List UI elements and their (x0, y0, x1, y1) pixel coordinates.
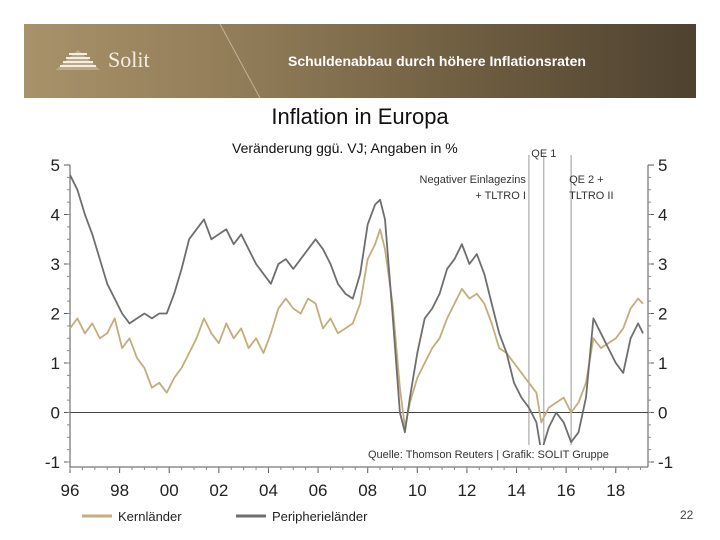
policy-event-label: + TLTRO I (475, 190, 526, 202)
y-tick-label-left: 4 (50, 205, 60, 225)
y-tick-label-right: 1 (658, 354, 668, 373)
y-tick-label-left: 2 (50, 304, 60, 324)
source-note: Quelle: Thomson Reuters | Grafik: SOLIT Gruppe (368, 449, 609, 461)
x-tick-label: 06 (308, 481, 328, 500)
y-tick-label-right: -1 (658, 453, 674, 472)
brand-name: Solit (108, 47, 150, 72)
page-number: 22 (680, 508, 694, 522)
x-tick-label: 98 (110, 481, 130, 500)
x-tick-label: 14 (507, 481, 526, 500)
x-tick-label: 08 (358, 481, 378, 500)
y-tick-label-right: 2 (658, 304, 668, 324)
legend-label: Kernländer (118, 509, 182, 524)
x-tick-label: 04 (258, 481, 278, 500)
y-tick-label-right: 3 (658, 255, 668, 274)
policy-event-label: QE 2 + (569, 174, 604, 186)
y-tick-label-left: -1 (44, 453, 60, 472)
y-tick-label-right: 4 (658, 205, 668, 225)
x-tick-label: 18 (606, 481, 626, 500)
x-tick-label: 00 (159, 481, 179, 500)
y-tick-label-left: 3 (50, 255, 60, 274)
y-tick-label-right: 5 (658, 156, 668, 175)
policy-event-label: TLTRO II (569, 190, 614, 202)
x-tick-label: 12 (457, 481, 477, 500)
chart-subtitle: Veränderung ggü. VJ; Angaben in % (232, 140, 458, 156)
chart-title: Inflation in Europa (271, 104, 449, 129)
slide-title: Schuldenabbau durch höhere Inflationsraten (288, 53, 586, 69)
y-tick-label-left: 0 (50, 403, 60, 423)
x-tick-label: 02 (209, 481, 229, 500)
x-tick-label: 96 (60, 481, 80, 500)
series-line-kernlaender (70, 229, 643, 427)
policy-event-label: Negativer Einlagezins (419, 174, 526, 186)
x-tick-label: 10 (407, 481, 427, 500)
y-tick-label-left: 5 (50, 156, 60, 175)
y-tick-label-right: 0 (658, 403, 668, 423)
policy-event-label: QE 1 (531, 148, 557, 160)
legend-label: Peripherieländer (272, 509, 368, 524)
x-tick-label: 16 (556, 481, 576, 500)
y-tick-label-left: 1 (50, 354, 60, 373)
